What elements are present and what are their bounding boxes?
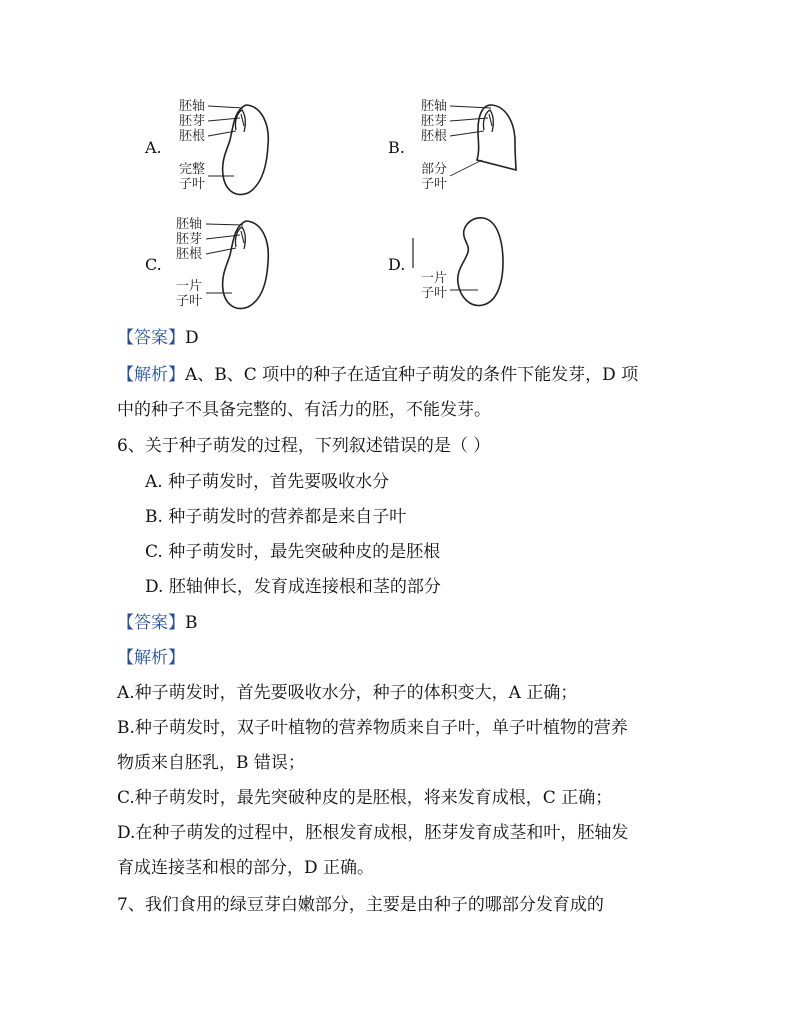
label-cotyledon: 子叶 xyxy=(179,177,206,192)
label-radicle: 胚根 xyxy=(179,129,206,144)
label-radicle: 胚根 xyxy=(421,129,448,144)
q6-explain-line: D.在种子萌发的过程中，胚根发育成根，胚芽发育成茎和叶，胚轴发 xyxy=(117,823,629,843)
q5-analysis-line-1 xyxy=(117,365,638,385)
figure-option-a-letter: A. xyxy=(145,138,162,157)
answer-tag: 【答案】 xyxy=(117,328,185,348)
q6-explain-line: B.种子萌发时，双子叶植物的营养物质来自子叶，单子叶植物的营养 xyxy=(117,718,628,738)
answer-tag: 【答案】 xyxy=(117,613,185,633)
label-hypocotyl: 胚轴 xyxy=(176,217,203,232)
q7-stem: 7、我们食用的绿豆芽白嫩部分，主要是由种子的哪部分发育成的 xyxy=(117,895,604,915)
label-plumule: 胚芽 xyxy=(176,232,203,247)
seed-d-outline xyxy=(458,218,503,306)
label-cotyledon: 子叶 xyxy=(421,177,448,192)
answer-value: D xyxy=(185,328,199,348)
analysis-text: A、B、C 项中的种子在适宜种子萌发的条件下能发芽，D 项 xyxy=(185,365,639,385)
label-plumule: 胚芽 xyxy=(421,114,448,129)
q6-option-a: A. 种子萌发时，首先要吸收水分 xyxy=(145,472,390,492)
q6-answer-line xyxy=(117,613,198,633)
label-one-piece: 一片 xyxy=(176,279,203,294)
analysis-tag: 【解析】 xyxy=(117,365,185,385)
q6-option-c: C. 种子萌发时，最先突破种皮的是胚根 xyxy=(145,542,441,562)
label-whole: 完整 xyxy=(179,162,206,177)
label-cotyledon: 子叶 xyxy=(421,286,448,301)
label-radicle: 胚根 xyxy=(176,247,203,262)
q6-analysis-tag-line xyxy=(117,648,185,668)
q6-explain-line: A.种子萌发时，首先要吸收水分，种子的体积变大，A 正确； xyxy=(117,683,578,703)
q6-explain-line: 物质来自胚乳，B 错误； xyxy=(117,753,305,773)
label-hypocotyl: 胚轴 xyxy=(179,99,206,114)
label-plumule: 胚芽 xyxy=(179,114,206,129)
label-partial: 部分 xyxy=(421,162,448,177)
label-hypocotyl: 胚轴 xyxy=(421,99,448,114)
q5-answer-line xyxy=(117,328,199,348)
figure-option-d-letter: D. xyxy=(388,255,406,274)
q6-option-d: D. 胚轴伸长，发育成连接根和茎的部分 xyxy=(145,577,441,597)
label-one-piece: 一片 xyxy=(421,271,448,286)
label-cotyledon: 子叶 xyxy=(176,294,203,309)
q5-analysis-line-2: 中的种子不具备完整的、有活力的胚，不能发芽。 xyxy=(117,400,491,420)
q6-option-b: B. 种子萌发时的营养都是来自子叶 xyxy=(145,507,407,527)
answer-value: B xyxy=(185,613,198,633)
q6-stem: 6、关于种子萌发的过程，下列叙述错误的是（ ） xyxy=(117,436,491,456)
q6-explain-line: 育成连接茎和根的部分，D 正确。 xyxy=(117,858,375,878)
analysis-tag: 【解析】 xyxy=(117,648,185,668)
figure-option-c-letter: C. xyxy=(145,255,162,274)
figure-option-b-letter: B. xyxy=(388,138,405,157)
q6-explain-line: C.种子萌发时，最先突破种皮的是胚根，将来发育成根，C 正确； xyxy=(117,788,613,808)
